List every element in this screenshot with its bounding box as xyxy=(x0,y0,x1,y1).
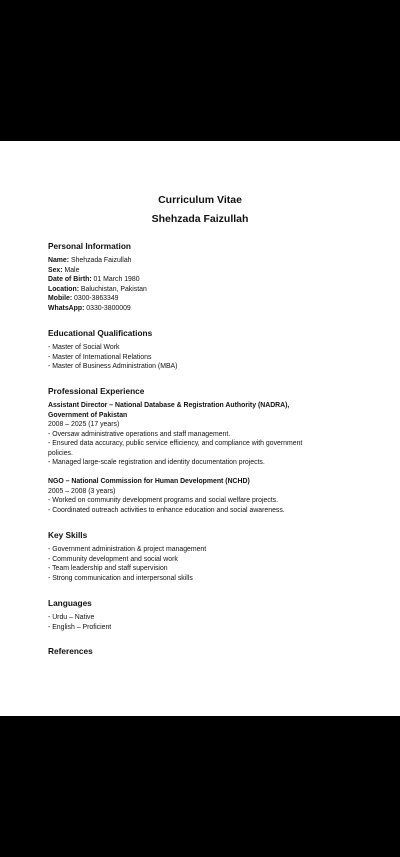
name-label: Name: xyxy=(48,257,70,264)
location-value: Baluchistan, Pakistan xyxy=(79,285,147,293)
job1-bullet: - Managed large-scale registration and identity documentation projects. xyxy=(48,459,265,466)
dob-label: Date of Birth: xyxy=(48,276,92,283)
education-item: - Master of Business Administration (MBA) xyxy=(48,363,178,370)
job1-period: 2008 – 2025 (17 years) xyxy=(48,421,120,428)
job1-title-cont: Government of Pakistan xyxy=(48,411,128,419)
personal-info-heading: Personal Information xyxy=(48,241,131,251)
whatsapp-value: 0330-3800009 xyxy=(84,304,131,312)
sex-label: Sex: xyxy=(48,266,63,274)
experience-heading: Professional Experience xyxy=(48,386,145,396)
skill-item: - Government administration & project management xyxy=(48,546,207,553)
dob-value: 01 March 1980 xyxy=(91,276,140,283)
job2-title: NGO – National Commission for Human Development (NCHD) xyxy=(48,478,250,485)
job1-bullet: - Oversaw administrative operations and staff management. xyxy=(48,430,231,438)
sex-line xyxy=(48,266,79,275)
sex-value: Male xyxy=(62,266,80,274)
location-line xyxy=(48,285,147,294)
education-item: - Master of Social Work xyxy=(48,344,120,351)
skill-item: - Team leadership and staff supervision xyxy=(48,565,168,572)
education-item: - Master of International Relations xyxy=(48,353,152,361)
job1-title: Assistant Director – National Database & Registration Authority (NADRA), xyxy=(48,402,290,409)
skills-heading: Key Skills xyxy=(48,530,88,540)
whatsapp-label: WhatsApp: xyxy=(48,304,85,312)
references-heading: References xyxy=(48,646,93,656)
skill-item: - Strong communication and interpersonal skills xyxy=(48,574,193,582)
education-heading: Educational Qualifications xyxy=(48,328,153,338)
job2-bullet: - Worked on community development programs and social welfare projects. xyxy=(48,497,279,504)
languages-heading: Languages xyxy=(48,598,92,608)
job1-bullet-cont: policies. xyxy=(48,449,73,457)
job1-bullet: - Ensured data accuracy, public service efficiency, and compliance with government xyxy=(48,440,303,447)
document-title: Curriculum Vitae xyxy=(158,194,242,206)
whatsapp-line xyxy=(48,304,131,313)
mobile-value: 0300-3863349 xyxy=(72,295,119,302)
mobile-label: Mobile: xyxy=(48,295,73,302)
language-item: - Urdu – Native xyxy=(48,614,95,621)
name-value: Shehzada Faizullah xyxy=(69,257,132,264)
candidate-name: Shehzada Faizullah xyxy=(151,213,249,225)
mobile-line xyxy=(48,294,119,303)
skill-item: - Community development and social work xyxy=(48,555,178,563)
cv-page xyxy=(0,141,400,716)
job2-period: 2005 – 2008 (3 years) xyxy=(48,487,116,495)
dob-line xyxy=(48,275,140,284)
language-item: - English – Proficient xyxy=(48,623,112,631)
name-line xyxy=(48,256,132,265)
job2-bullet: - Coordinated outreach activities to enhance education and social awareness. xyxy=(48,506,285,514)
location-label: Location: xyxy=(48,285,80,293)
